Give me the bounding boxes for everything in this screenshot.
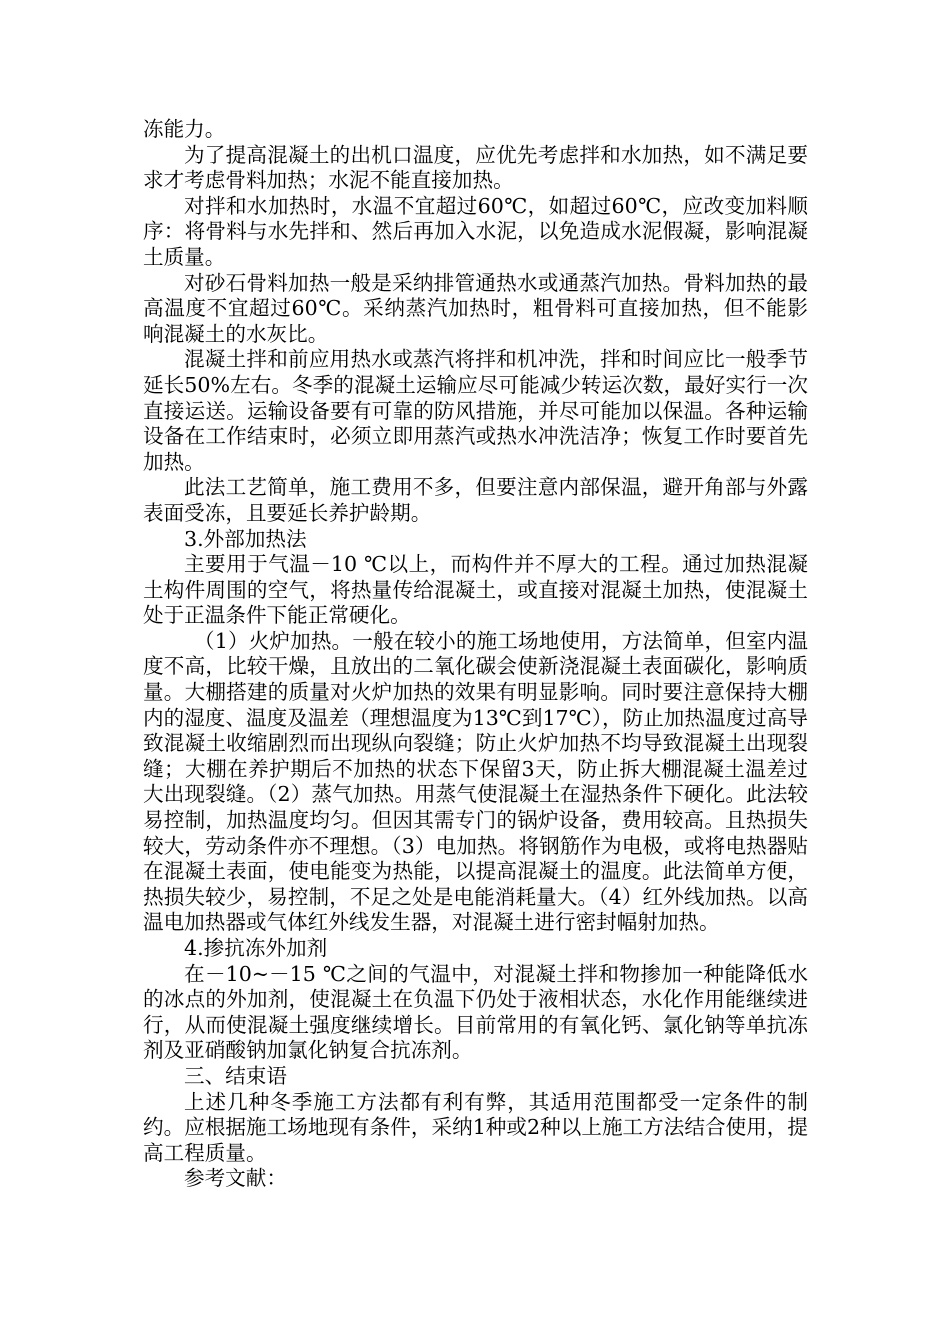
paragraph-mixer-transport: 混凝土拌和前应用热水或蒸汽将拌和机冲洗，拌和时间应比一般季节延长50%左右。冬季的混凝土运输应尽可能减少转运次数，最好实行一次直接运送。运输设备要有可靠的防风措施，并尽可能加以保温。各种运输设备在工作结束时，必须立即用蒸汽或热水冲洗洁净；恢复工作时要首先加热。 xyxy=(143,347,808,474)
paragraph-method-summary: 此法工艺简单，施工费用不多，但要注意内部保温，避开角部与外露表面受冻，且要延长养护龄期。 xyxy=(143,475,808,525)
paragraph-external-heating: 主要用于气温－10 ℃以上，而构件并不厚大的工程。通过加热混凝土构件周围的空气，将热量传给混凝土，或直接对混凝土加热，使混凝土处于正温条件下能正常硬化。 xyxy=(143,552,808,628)
paragraph-antifreeze: 在－10~－15 ℃之间的气温中，对混凝土拌和物掺加一种能降低水的冰点的外加剂，使混凝土在负温下仍处于液相状态，水化作用能继续进行，从而使混凝土强度继续增长。目前常用的有氧化钙、氯化钠等单抗冻剂及亚硝酸钠加氯化钠复合抗冻剂。 xyxy=(143,961,808,1063)
section-heading-external-heating: 3.外部加热法 xyxy=(184,526,307,551)
paragraph-conclusion: 上述几种冬季施工方法都有利有弊，其适用范围都受一定条件的制约。应根据施工场地现有条件，采纳1种或2种以上施工方法结合使用，提高工程质量。 xyxy=(143,1089,808,1165)
paragraph-continuation: 冻能力。 xyxy=(143,117,226,141)
paragraph-mixing-water-priority: 为了提高混凝土的出机口温度，应优先考虑拌和水加热，如不满足要求才考虑骨料加热；水泥不能直接加热。 xyxy=(143,142,808,193)
section-heading-antifreeze: 4.掺抗冻外加剂 xyxy=(184,936,328,960)
paragraph-aggregate-heating: 对砂石骨料加热一般是采纳排管通热水或通蒸汽加热。骨料加热的最高温度不宜超过60℃。采纳蒸汽加热时，粗骨料可直接加热，但不能影响混凝土的水灰比。 xyxy=(143,270,808,346)
paragraph-water-heating: 对拌和水加热时，水温不宜超过60℃，如超过60℃，应改变加料顺序：将骨料与水先拌和、然后再加入水泥，以免造成水泥假凝，影响混凝土质量。 xyxy=(143,193,808,269)
section-heading-conclusion: 三、结束语 xyxy=(184,1063,287,1088)
document-page xyxy=(143,117,808,1192)
paragraph-heating-methods: （1）火炉加热。一般在较小的施工场地使用，方法简单，但室内温度不高，比较干燥，且放出的二氧化碳会使新浇混凝土表面碳化，影响质量。大棚搭建的质量对火炉加热的效果有明显影响。同时要注意保持大棚内的湿度、温度及温差（理想温度为13℃到17℃），防止加热温度过高导致混凝土收缩剧烈而出现纵向裂缝；防止火炉加热不均导致混凝土出现裂缝；大棚在养护期后不加热的状态下保留3天，防止拆大棚混凝土温差过大出现裂缝。（2）蒸气加热。用蒸气使混凝土在湿热条件下硬化。此法较易控制，加热温度均匀。但因其需专门的锅炉设备，费用较高。且热损失较大，劳动条件亦不理想。（3）电加热。将钢筋作为电极，或将电热器贴在混凝土表面，使电能变为热能，以提高混凝土的温度。此法简单方便，热损失较少，易控制，不足之处是电能消耗量大。（4）红外线加热。以高温电加热器或气体红外线发生器，对混凝土进行密封幅射加热。 xyxy=(143,628,808,935)
references-heading: 参考文献： xyxy=(184,1166,287,1191)
